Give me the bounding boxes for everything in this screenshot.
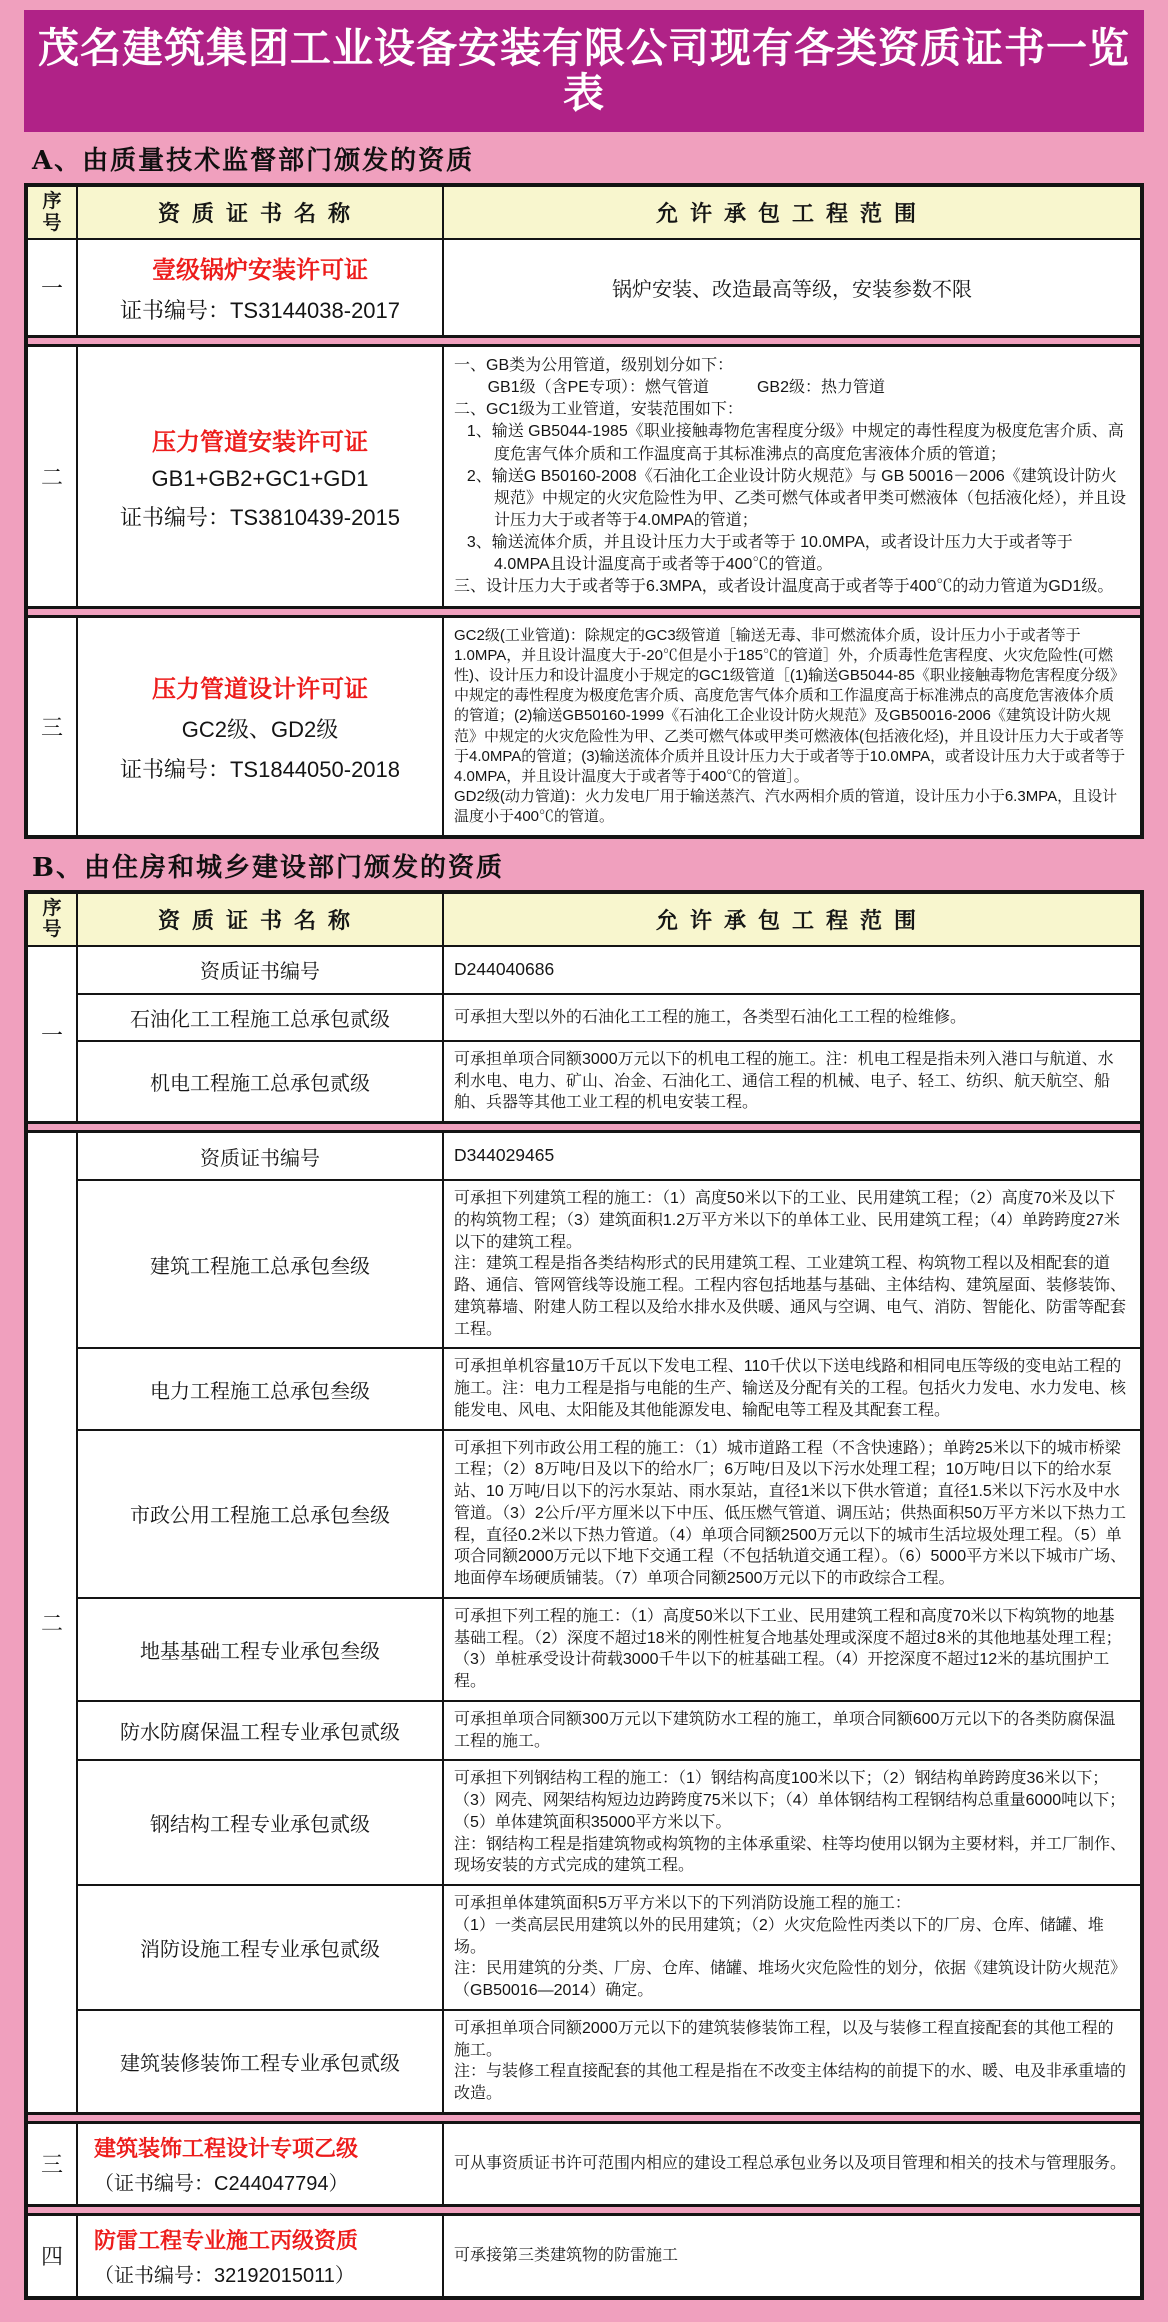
table-row-decoration-design [28,2124,1140,2204]
table-row-decoration-engineering [78,2009,1140,2112]
table-row-mechatronics [78,1040,1140,1121]
cert-name: 建筑装修装饰工程专业承包贰级 [78,2011,444,2112]
group-rows [78,2216,1140,2296]
scope-line: 注：与装修工程直接配套的其他工程是指在不改变主体结构的前提下的水、暖、电及非承重墙的改造。 [454,2063,1127,2103]
group-index: 一 [28,947,78,1121]
cert-grade: GC2级、GD2级 [181,717,339,743]
seq-header-char1: 序 [42,897,62,919]
cert-name: 压力管道安装许可证 [152,428,368,456]
table-row-power-engineering [78,1347,1140,1428]
table-row-fire-facilities [78,1884,1140,2009]
table-row-boiler-permit [28,240,1140,335]
cert-name: 资质证书编号 [78,947,444,993]
row-index: 三 [28,618,78,835]
scope-line: 可承担单项合同额2000万元以下的建筑装修装饰工程，以及与装修工程直接配套的其他工程的施工。 [454,2019,1114,2059]
cert-name: 钢结构工程专业承包贰级 [78,1761,444,1884]
cert-name-cell [78,618,444,835]
row-index: 三 [28,2124,78,2204]
cert-scope [444,1886,1140,2009]
seq-header-char2: 号 [42,212,62,234]
cert-scope: 可承担下列市政公用工程的施工：（1）城市道路工程（不含快速路）；单跨25米以下的城市桥梁工程；（2）8万吨/日及以下的给水厂；6万吨/日及以下污水处理工程；10万吨/日以下的给水泵站、10 万吨/日以下的污水泵站、雨水泵站，直径1米以下供水管道；直径1.5米以下污水及中水管道。（3）2公斤/平方厘米以下中压、低压燃气管道、调压站；供热面积50万平方米以下热力工程，直径0.2米以下热力管道。（4）单项合同额2500万元以下的城市生活垃圾处理工程。（5）单项合同额2000万元以下地下交通工程（不包括轨道交通工程）。（6）5000平方米以下城市广场、地面停车场硬质铺装。（7）单项合同额2500万元以下的市政综合工程。 [454,1439,1127,1588]
table-row [78,2124,1140,2204]
table-b-header-seq [28,894,78,945]
cert-scope [444,1181,1140,1347]
cert-name: 电力工程施工总承包叁级 [78,1349,444,1428]
row-separator [28,1121,1140,1133]
table-row-pipeline-install-permit [28,347,1140,606]
cert-scope [444,1761,1140,1884]
cert-scope: 锅炉安装、改造最高等级，安装参数不限 [612,279,972,302]
cert-scope [444,618,1140,835]
cert-scope [444,2011,1140,2112]
table-row-steel-structure [78,1759,1140,1884]
cert-name: 壹级锅炉安装许可证 [152,257,368,285]
cert-number: （证书编号：C244047794） [94,2172,349,2195]
scope-line: GD2级(动力管道)：火力发电厂用于输送蒸汽、汽水两相介质的管道，设计压力小于6.3MPA，且设计温度小于400℃的管道。 [454,787,1118,825]
cert-name: 市政公用工程施工总承包叁级 [78,1431,444,1597]
table-row-lightning-protection [28,2216,1140,2296]
cert-name: 资质证书编号 [78,1133,444,1179]
table-b-header-row [28,894,1140,947]
scope-line: 可承担下列建筑工程的施工：（1）高度50米以下的工业、民用建筑工程；（2）高度70米及以下的构筑物工程；（3）建筑面积1.2万平方米以下的单体工业、民用建筑工程；（4）单跨跨度27米以下的建筑工程。 [454,1190,1120,1251]
section-b-heading: B、由住房和城乡建设部门颁发的资质 [32,852,504,883]
section-a-heading: A、由质量技术监督部门颁发的资质 [32,146,475,177]
table-row [78,2216,1140,2296]
cert-name: 消防设施工程专业承包贰级 [78,1886,444,2009]
table-row-petrochemical [78,993,1140,1040]
cert-number: （证书编号：32192015011） [94,2264,355,2287]
cert-name: 建筑工程施工总承包叁级 [78,1181,444,1347]
cert-scope [444,347,1140,606]
cert-number: 证书编号：TS3144038-2017 [119,298,401,324]
table-row-cert-number [78,947,1140,993]
row-separator [28,2112,1140,2124]
cert-scope: 可从事资质证书许可范围内相应的建设工程总承包业务以及项目管理和相关的技术与管理服务。 [454,2155,1127,2173]
group-petrochemical-mechatronics [28,947,1140,1121]
scope-line: 可承担单体建筑面积5万平方米以下的下列消防设施工程的施工： [454,1895,911,1913]
group-construction-qualifications [28,1133,1140,2112]
cert-number: 证书编号：TS3810439-2015 [119,504,401,530]
scope-line: 二、GC1级为工业管道，安装范围如下： [454,401,743,419]
row-index: 四 [28,2216,78,2296]
scope-line: 一、GB类为公用管道，级别划分如下： [454,357,734,375]
table-b-header-scope: 允许承包工程范围 [655,907,928,933]
table-row-foundation-engineering [78,1597,1140,1700]
row-separator [28,335,1140,347]
table-a-header-row [28,187,1140,240]
cert-number: 证书编号：TS1844050-2018 [119,757,401,783]
cert-name: 防雷工程专业施工丙级资质 [94,2227,359,2253]
table-a-header-name: 资质证书名称 [78,187,444,238]
cert-scope: 可承接第三类建筑物的防雷施工 [454,2247,679,2265]
table-row-pipeline-design-permit [28,618,1140,835]
cert-scope: 可承担单机容量10万千瓦以下发电工程、110千伏以下送电线路和相同电压等级的变电站工程的施工。注：电力工程是指与电能的生产、输送及分配有关的工程。包括火力发电、水力发电、核能发电、风电、太阳能及其他能源发电、输配电等工程及其配套工程。 [454,1358,1127,1419]
group-rows [78,1133,1140,2112]
table-a-header-seq [28,187,78,238]
scope-line: 三、设计压力大于或者等于6.3MPA，或者设计温度高于或者等于400℃的动力管道为GD1级。 [454,577,1114,595]
cert-scope: 可承担单项合同额3000万元以下的机电工程的施工。注：机电工程是指未列入港口与航道、水利水电、电力、矿山、冶金、石油化工、通信工程的机械、电子、轻工、纺织、航天航空、船舶、兵器等其他工业工程的机电安装工程。 [454,1050,1114,1112]
scope-line: 1、输送 GB5044-1985《职业接触毒物危害程度分级》中规定的毒性程度为极度危害介质、高度危害气体介质和工作温度高于其标准沸点的高度危害液体介质的管道； [466,423,1124,463]
scope-line: 注：钢结构工程是指建筑物或构筑物的主体承重梁、柱等均使用以钢为主要材料，并工厂制作、现场安装的方式完成的建筑工程。 [454,1835,1127,1875]
cert-name-cell [78,2124,444,2204]
table-row-waterproof-anticorrosion [78,1700,1140,1760]
scope-line: 注：建筑工程是指各类结构形式的民用建筑工程、工业建筑工程、构筑物工程以及相配套的道路、通信、管网管线等设施工程。工程内容包括地基与基础、主体结构、建筑屋面、装修装饰、建筑幕墙、附建人防工程以及给水排水及供暖、通风与空调、电气、消防、智能化、防雷等配套工程。 [454,1255,1127,1338]
group-rows [78,947,1140,1121]
cert-number-value: D244040686 [454,959,555,980]
table-row-building-construction [78,1179,1140,1347]
table-b [24,890,1144,2300]
scope-line: 2、输送G B50160-2008《石油化工企业设计防火规范》与 GB 50016－2006《建筑设计防火规范》中规定的火灾危险性为甲、乙类可燃气体或者甲类可燃液体（包括液化烃），并且设计压力大于或者等于4.0MPA的管道； [466,467,1127,529]
cert-scope: 可承担单项合同额300万元以下建筑防水工程的施工，单项合同额600万元以下的各类防腐保温工程的施工。 [454,1710,1116,1750]
scope-line: 注：民用建筑的分类、厂房、仓库、储罐、堆场火灾危险性的划分，依据《建筑设计防火规范》（GB50016—2014）确定。 [454,1960,1127,2000]
page-title: 茂名建筑集团工业设备安装有限公司现有各类资质证书一览表 [24,10,1144,132]
row-index: 二 [28,347,78,606]
cert-grade: GB1+GB2+GC1+GD1 [151,465,369,491]
cert-name-cell [78,347,444,606]
cert-scope: 可承担大型以外的石油化工工程的施工，各类型石油化工工程的检维修。 [454,1008,967,1026]
seq-header-char1: 序 [42,190,62,212]
group-index: 二 [28,1133,78,2112]
table-row-cert-number [78,1133,1140,1179]
table-a [24,183,1144,839]
table-a-header-scope: 允许承包工程范围 [655,201,928,227]
cert-number-value: D344029465 [454,1145,555,1166]
cert-name: 石油化工工程施工总承包贰级 [78,995,444,1040]
cert-scope: 可承担下列工程的施工：（1）高度50米以下工业、民用建筑工程和高度70米以下构筑物的地基基础工程。（2）深度不超过18米的刚性桩复合地基处理或深度不超过8米的其他地基处理工程；（3）单桩承受设计荷载3000千牛以下的桩基础工程。（4）开挖深度不超过12米的基坑围护工程。 [454,1607,1122,1691]
scope-line: 可承担下列钢结构工程的施工：（1）钢结构高度100米以下；（2）钢结构单跨跨度36米以下；（3）网壳、网架结构短边边跨跨度75米以下；（4）单体钢结构工程钢结构总重量6000吨以下；（5）单体建筑面积35000平方米以下。 [454,1770,1126,1831]
scope-line: GC2级(工业管道)：除规定的GC3级管道［输送无毒、非可燃流体介质，设计压力小于或者等于1.0MPA，并且设计温度大于-20℃但是小于185℃的管道］外，介质毒性危害程度、火灾危险性(可燃性)、设计压力和设计温度小于规定的GC1级管道［(1)输送GB5044-85《职业接触毒物危害程度分级》中规定的毒性程度为极度危害介质、高度危害气体介质和工作温度高于标准沸点的高度危害液体介质的管道；(2)输送GB50160-1999《石油化工企业设计防火规范》及GB50016-2006《建筑设计防火规范》中规定的火灾危险性为甲、乙类可燃气体或甲类可燃液体(包括液化烃)，并且设计压力大于或者等于4.0MPA的管道；(3)输送流体介质并且设计压力大于或者等于10.0MPA，或者设计压力大于或者等于4.0MPA，并且设计温度大于或者等于400℃的管道］。 [454,627,1126,785]
row-separator [28,606,1140,618]
seq-header-char2: 号 [42,919,62,941]
cert-name: 防水防腐保温工程专业承包贰级 [78,1702,444,1760]
cert-name: 地基基础工程专业承包叁级 [78,1599,444,1700]
row-index: 一 [28,240,78,335]
cert-name-cell [78,240,444,335]
table-b-header-name: 资质证书名称 [78,894,444,945]
cert-name-cell [78,2216,444,2296]
scope-line: 3、输送流体介质，并且设计压力大于或者等于 10.0MPA，或者设计压力大于或者等于4.0MPA且设计温度高于或者等于400℃的管道。 [466,533,1073,573]
cert-name: 机电工程施工总承包贰级 [78,1042,444,1121]
row-separator [28,2204,1140,2216]
group-rows [78,2124,1140,2204]
cert-name: 压力管道设计许可证 [152,676,368,704]
table-row-municipal-engineering [78,1429,1140,1597]
scope-line: （1）一类高层民用建筑以外的民用建筑；（2）火灾危险性丙类以下的厂房、仓库、储罐、堆场。 [454,1916,1104,1956]
scope-line: GB1级（含PE专项）：燃气管道 GB2级：热力管道 [487,379,885,397]
cert-name: 建筑装饰工程设计专项乙级 [94,2135,359,2161]
